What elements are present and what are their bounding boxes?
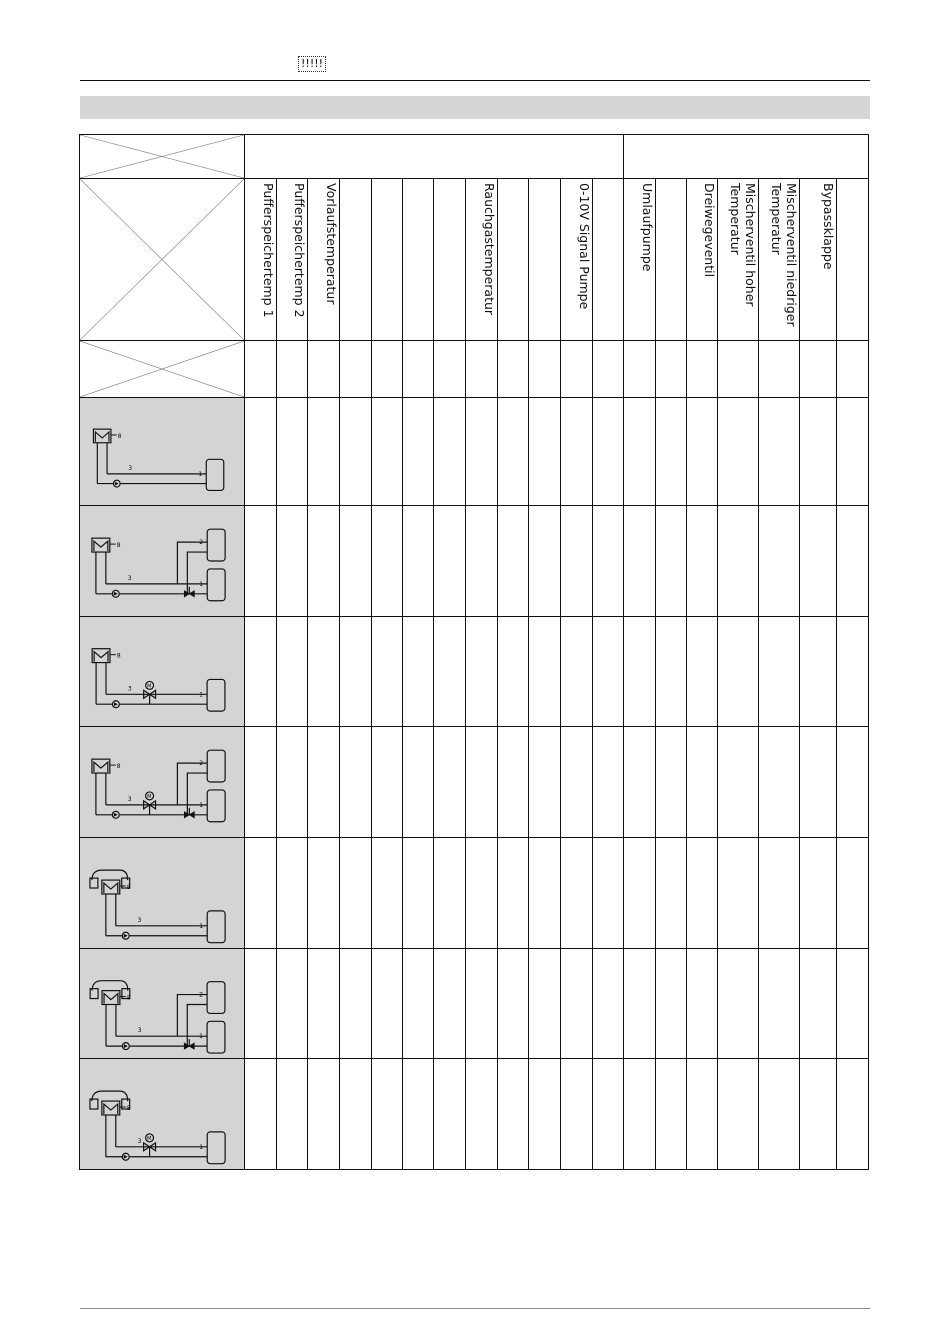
table-cell bbox=[759, 949, 800, 1059]
table-cell bbox=[529, 398, 561, 506]
table-cell bbox=[624, 727, 656, 838]
column-label: Pufferspeichertemp 1 bbox=[261, 183, 276, 318]
column-header-10 bbox=[529, 179, 561, 341]
table-cell bbox=[624, 838, 656, 949]
table-cell bbox=[466, 617, 498, 727]
table-cell bbox=[718, 949, 759, 1059]
svg-text:2: 2 bbox=[199, 991, 203, 999]
table-cell bbox=[466, 1059, 498, 1170]
table-cell bbox=[434, 838, 466, 949]
table-cell bbox=[837, 949, 869, 1059]
table-cell bbox=[718, 1059, 759, 1170]
schematic-row bbox=[80, 398, 869, 506]
table-cell bbox=[434, 398, 466, 506]
column-header-18 bbox=[800, 179, 837, 341]
table-cell bbox=[340, 341, 372, 398]
table-cell bbox=[687, 341, 718, 398]
table-cell bbox=[593, 727, 624, 838]
table-cell bbox=[718, 617, 759, 727]
svg-text:3: 3 bbox=[127, 574, 132, 582]
table-cell bbox=[656, 398, 687, 506]
table-cell bbox=[498, 341, 529, 398]
buffer-tank-icon bbox=[207, 569, 225, 601]
column-label: Vorlaufstemperatur bbox=[324, 183, 339, 305]
buffer-tank-icon bbox=[207, 911, 225, 943]
column-header-19 bbox=[837, 179, 869, 341]
table-cell bbox=[434, 1059, 466, 1170]
buffer-tank-icon bbox=[207, 679, 225, 711]
table-cell bbox=[718, 838, 759, 949]
column-header-4 bbox=[340, 179, 372, 341]
schematic-row bbox=[80, 949, 869, 1059]
table-cell bbox=[800, 949, 837, 1059]
table-cell bbox=[466, 838, 498, 949]
table-cell bbox=[403, 838, 434, 949]
second-tank-icon bbox=[207, 529, 225, 561]
table-cell bbox=[687, 506, 718, 617]
table-cell bbox=[837, 506, 869, 617]
table-cell bbox=[529, 838, 561, 949]
hydraulic-schematic bbox=[80, 1059, 244, 1169]
column-label: Rauchgastemperatur bbox=[482, 183, 497, 316]
table-cell bbox=[403, 398, 434, 506]
table-cell bbox=[340, 727, 372, 838]
table-cell bbox=[759, 727, 800, 838]
column-label: Mischerventil hoher Temperatur bbox=[728, 183, 759, 307]
svg-text:1: 1 bbox=[199, 922, 204, 930]
hydraulic-schematic bbox=[80, 949, 244, 1058]
table-cell bbox=[561, 1059, 593, 1170]
table-cell bbox=[529, 341, 561, 398]
table-cell bbox=[718, 341, 759, 398]
group-header-row bbox=[80, 135, 869, 179]
svg-text:8: 8 bbox=[116, 652, 121, 660]
table-cell bbox=[656, 1059, 687, 1170]
table-cell bbox=[308, 838, 340, 949]
table-cell bbox=[308, 398, 340, 506]
second-tank-icon bbox=[207, 982, 225, 1014]
table-cell bbox=[340, 398, 372, 506]
schematic-cell bbox=[80, 398, 245, 506]
table-cell bbox=[759, 838, 800, 949]
table-cell bbox=[245, 398, 277, 506]
column-header-15 bbox=[687, 179, 718, 341]
schematic-cell bbox=[80, 949, 245, 1059]
table-cell bbox=[529, 506, 561, 617]
column-label bbox=[434, 183, 465, 333]
buffer-tank-icon bbox=[206, 459, 224, 490]
schematic-cell bbox=[80, 838, 245, 949]
table-cell bbox=[245, 727, 277, 838]
column-header-13 bbox=[624, 179, 656, 341]
table-cell bbox=[277, 838, 308, 949]
table-cell bbox=[593, 1059, 624, 1170]
table-cell bbox=[498, 506, 529, 617]
table-cell bbox=[245, 506, 277, 617]
table-cell bbox=[498, 398, 529, 506]
table-cell bbox=[372, 838, 403, 949]
table-cell bbox=[561, 506, 593, 617]
column-header-5 bbox=[372, 179, 403, 341]
header-mark: !!!!! bbox=[298, 56, 326, 72]
table-cell bbox=[759, 1059, 800, 1170]
table-cell bbox=[837, 617, 869, 727]
buffer-tank-icon bbox=[207, 1021, 225, 1053]
table-cell bbox=[498, 727, 529, 838]
configuration-table bbox=[79, 134, 869, 1170]
column-label bbox=[837, 183, 868, 333]
svg-text:8: 8 bbox=[116, 542, 121, 550]
svg-text:M: M bbox=[147, 793, 152, 800]
column-label bbox=[656, 183, 686, 333]
table-cell bbox=[466, 398, 498, 506]
table-cell bbox=[498, 949, 529, 1059]
table-cell bbox=[759, 617, 800, 727]
column-header-1 bbox=[245, 179, 277, 341]
table-cell bbox=[308, 949, 340, 1059]
table-cell bbox=[434, 617, 466, 727]
schematic-cell bbox=[80, 617, 245, 727]
table-cell bbox=[372, 398, 403, 506]
svg-text:8: 8 bbox=[117, 433, 122, 440]
table-cell bbox=[245, 838, 277, 949]
table-cell bbox=[372, 949, 403, 1059]
table-cell bbox=[687, 838, 718, 949]
column-label: Bypassklappe bbox=[821, 183, 837, 270]
table-cell bbox=[340, 949, 372, 1059]
svg-text:3: 3 bbox=[137, 1137, 142, 1145]
table-cell bbox=[656, 949, 687, 1059]
table-cell bbox=[403, 506, 434, 617]
section-band bbox=[80, 96, 870, 119]
table-cell bbox=[308, 617, 340, 727]
table-cell bbox=[837, 1059, 869, 1170]
table-cell bbox=[656, 838, 687, 949]
table-cell bbox=[434, 341, 466, 398]
table-cell bbox=[718, 398, 759, 506]
table-cell bbox=[800, 838, 837, 949]
schematic-row bbox=[80, 727, 869, 838]
table-cell bbox=[403, 1059, 434, 1170]
table-cell bbox=[656, 506, 687, 617]
schematic-row bbox=[80, 617, 869, 727]
column-header-17 bbox=[759, 179, 800, 341]
table-cell bbox=[656, 617, 687, 727]
table-cell bbox=[687, 398, 718, 506]
column-label: Dreiwegeventil bbox=[702, 183, 718, 278]
column-header-8 bbox=[466, 179, 498, 341]
table-cell bbox=[593, 838, 624, 949]
table-cell bbox=[561, 617, 593, 727]
table-cell bbox=[372, 506, 403, 617]
boiler-icon bbox=[92, 538, 110, 552]
svg-text:1: 1 bbox=[199, 1143, 204, 1151]
column-label bbox=[498, 183, 528, 333]
table-cell bbox=[372, 341, 403, 398]
table-cell bbox=[245, 341, 277, 398]
table-cell bbox=[529, 617, 561, 727]
column-label bbox=[372, 183, 402, 333]
column-header-9 bbox=[498, 179, 529, 341]
table-cell bbox=[624, 398, 656, 506]
table-cell bbox=[277, 398, 308, 506]
table-cell bbox=[434, 506, 466, 617]
table-cell bbox=[800, 617, 837, 727]
column-label bbox=[403, 183, 433, 333]
svg-text:3: 3 bbox=[128, 465, 133, 472]
hydraulic-schematic bbox=[80, 727, 244, 837]
table-cell bbox=[308, 341, 340, 398]
table-cell bbox=[372, 727, 403, 838]
svg-text:8: 8 bbox=[116, 763, 121, 771]
svg-text:3: 3 bbox=[127, 795, 132, 803]
table-cell bbox=[561, 341, 593, 398]
column-label bbox=[593, 183, 623, 333]
table-cell bbox=[561, 727, 593, 838]
boiler-icon bbox=[102, 880, 120, 894]
table-cell bbox=[277, 949, 308, 1059]
table-cell bbox=[277, 727, 308, 838]
table-cell bbox=[687, 617, 718, 727]
svg-text:8: 8 bbox=[126, 1105, 131, 1113]
table-cell bbox=[529, 1059, 561, 1170]
table-cell bbox=[498, 617, 529, 727]
schematic-cell bbox=[80, 1059, 245, 1170]
table-cell bbox=[372, 617, 403, 727]
column-header-12 bbox=[593, 179, 624, 341]
table-cell bbox=[656, 341, 687, 398]
buffer-tank-icon bbox=[207, 1132, 225, 1164]
column-label: Pufferspeichertemp 2 bbox=[292, 183, 307, 318]
hydraulic-schematic bbox=[80, 398, 244, 505]
table-cell bbox=[529, 727, 561, 838]
table-cell bbox=[593, 617, 624, 727]
column-label: Umlaufpumpe bbox=[640, 183, 656, 272]
column-label bbox=[340, 183, 371, 333]
svg-text:3: 3 bbox=[137, 1027, 142, 1035]
column-header-7 bbox=[434, 179, 466, 341]
boiler-icon bbox=[102, 1101, 120, 1115]
footer-rule bbox=[80, 1308, 870, 1309]
table-cell bbox=[434, 727, 466, 838]
table-cell bbox=[561, 838, 593, 949]
schematic-row bbox=[80, 506, 869, 617]
svg-text:M: M bbox=[147, 683, 152, 690]
svg-text:3: 3 bbox=[127, 685, 132, 693]
table-cell bbox=[593, 341, 624, 398]
buffer-tank-icon bbox=[207, 790, 225, 822]
table-cell bbox=[800, 1059, 837, 1170]
label-corner-cell bbox=[80, 179, 245, 341]
table-cell bbox=[498, 838, 529, 949]
schematic-row bbox=[80, 1059, 869, 1170]
table-cell bbox=[245, 949, 277, 1059]
corner-cell bbox=[80, 135, 245, 179]
hydraulic-schematic bbox=[80, 838, 244, 948]
table-cell bbox=[593, 398, 624, 506]
column-label: Mischerventil niedriger Temperatur bbox=[769, 183, 800, 327]
boiler-icon bbox=[92, 649, 110, 663]
second-tank-icon bbox=[207, 750, 225, 782]
table-cell bbox=[403, 341, 434, 398]
hydraulic-schematic bbox=[80, 617, 244, 726]
table-cell bbox=[656, 727, 687, 838]
table-cell bbox=[759, 506, 800, 617]
table-cell bbox=[759, 341, 800, 398]
table-cell bbox=[837, 341, 869, 398]
table-cell bbox=[308, 506, 340, 617]
table-cell bbox=[687, 1059, 718, 1170]
blank-row bbox=[80, 341, 869, 398]
table-cell bbox=[498, 1059, 529, 1170]
svg-text:8: 8 bbox=[126, 884, 131, 892]
table-cell bbox=[800, 341, 837, 398]
table-cell bbox=[308, 727, 340, 838]
svg-text:M: M bbox=[147, 1135, 152, 1142]
column-label-row bbox=[80, 179, 869, 341]
svg-text:1: 1 bbox=[198, 471, 203, 478]
column-header-3 bbox=[308, 179, 340, 341]
table-cell bbox=[624, 341, 656, 398]
schematic-cell bbox=[80, 506, 245, 617]
column-header-2 bbox=[277, 179, 308, 341]
table-cell bbox=[245, 1059, 277, 1170]
table-cell bbox=[837, 727, 869, 838]
table-cell bbox=[308, 1059, 340, 1170]
table-cell bbox=[800, 727, 837, 838]
svg-text:8: 8 bbox=[126, 994, 131, 1002]
table-cell bbox=[340, 617, 372, 727]
column-header-16 bbox=[718, 179, 759, 341]
table-cell bbox=[624, 1059, 656, 1170]
svg-text:1: 1 bbox=[199, 801, 204, 809]
table-cell bbox=[403, 949, 434, 1059]
table-cell bbox=[718, 506, 759, 617]
table-cell bbox=[466, 949, 498, 1059]
header-rule bbox=[80, 80, 870, 81]
hydraulic-schematic bbox=[80, 506, 244, 616]
sensors-group-header bbox=[245, 135, 624, 179]
table-cell bbox=[624, 949, 656, 1059]
schematic-cell bbox=[80, 727, 245, 838]
table-cell bbox=[593, 506, 624, 617]
boiler-icon bbox=[93, 429, 111, 443]
column-label: 0-10V Signal Pumpe bbox=[577, 183, 592, 310]
table-cell bbox=[593, 949, 624, 1059]
table-cell bbox=[624, 506, 656, 617]
table-cell bbox=[561, 949, 593, 1059]
table-cell bbox=[340, 838, 372, 949]
table-cell bbox=[624, 617, 656, 727]
column-header-6 bbox=[403, 179, 434, 341]
table-cell bbox=[434, 949, 466, 1059]
column-header-11 bbox=[561, 179, 593, 341]
table-cell bbox=[687, 949, 718, 1059]
table-cell bbox=[837, 838, 869, 949]
table-cell bbox=[277, 506, 308, 617]
table-cell bbox=[466, 727, 498, 838]
table-cell bbox=[372, 1059, 403, 1170]
table-cell bbox=[800, 398, 837, 506]
svg-text:1: 1 bbox=[199, 691, 203, 699]
table-cell bbox=[277, 341, 308, 398]
schematic-row bbox=[80, 838, 869, 949]
svg-text:2: 2 bbox=[199, 539, 204, 547]
table-cell bbox=[277, 1059, 308, 1170]
table-cell bbox=[340, 1059, 372, 1170]
table-cell bbox=[277, 617, 308, 727]
outputs-group-header bbox=[624, 135, 869, 179]
table-cell bbox=[340, 506, 372, 617]
svg-text:3: 3 bbox=[137, 916, 142, 924]
table-cell bbox=[403, 727, 434, 838]
table-cell bbox=[561, 398, 593, 506]
table-cell bbox=[759, 398, 800, 506]
table-cell bbox=[403, 617, 434, 727]
table-cell bbox=[687, 727, 718, 838]
table-cell bbox=[245, 617, 277, 727]
table-cell bbox=[718, 727, 759, 838]
column-label bbox=[529, 183, 560, 333]
table-cell bbox=[837, 398, 869, 506]
boiler-icon bbox=[92, 759, 110, 773]
column-header-14 bbox=[656, 179, 687, 341]
table-cell bbox=[800, 506, 837, 617]
table-cell bbox=[466, 341, 498, 398]
boiler-icon bbox=[102, 991, 120, 1005]
svg-text:1: 1 bbox=[199, 1033, 203, 1041]
svg-text:2: 2 bbox=[199, 760, 204, 768]
svg-text:1: 1 bbox=[199, 580, 204, 588]
blank-corner-cell bbox=[80, 341, 245, 398]
table-cell bbox=[529, 949, 561, 1059]
table-cell bbox=[466, 506, 498, 617]
